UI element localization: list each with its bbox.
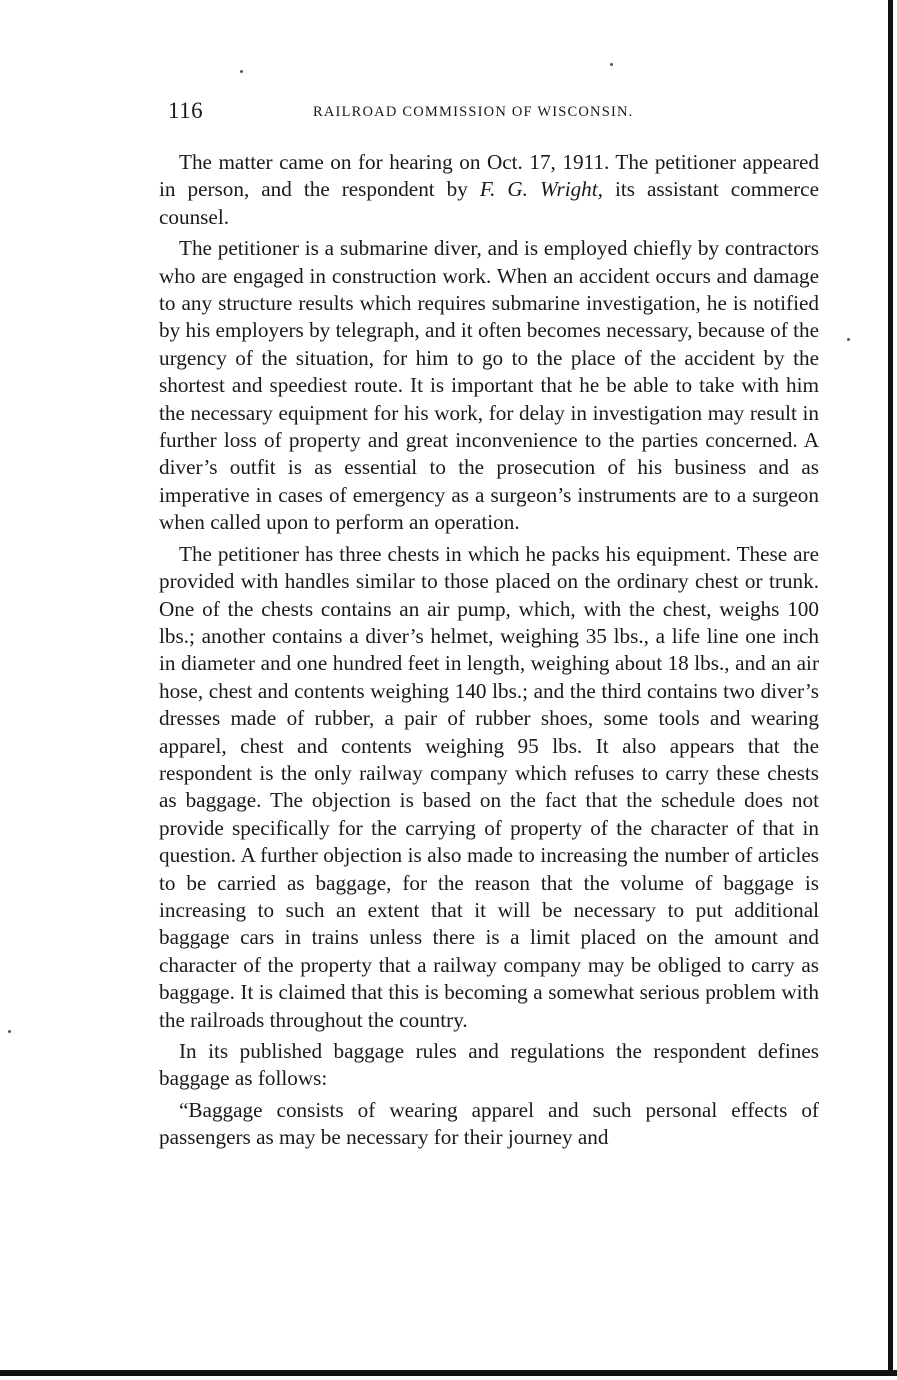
scan-edge-bottom bbox=[0, 1370, 897, 1376]
paragraph-petitioner-diver: The petitioner is a submarine diver, and is employed chiefly by contractors who are engaged in construction work. When an accident occurs and damage to any structure results which requires submarine investigation, he is notified by his employers by telegraph, and it often becomes necessary, because of the urgency of the situation, for him to go to the place of the accident by the shortest and speediest route. It is important that he be able to take with him the necessary equipment for his work, for delay in investigation may result in further loss of property and great inconvenience to the parties concerned. A diver’s outfit is as essential to the prosecution of his business and as imperative in cases of emergency as a surgeon’s instruments are to a surgeon when called upon to perform an operation. bbox=[159, 236, 819, 535]
scan-edge-right bbox=[888, 0, 893, 1376]
scan-speck bbox=[847, 338, 850, 341]
paragraph-hearing-tail: its assistant commerce counsel. bbox=[159, 177, 819, 229]
scan-speck bbox=[610, 63, 613, 66]
running-head: RAILROAD COMMISSION OF WISCONSIN. bbox=[313, 104, 634, 120]
paragraph-hearing bbox=[159, 149, 819, 231]
body-text bbox=[159, 149, 819, 1152]
paragraph-hearing-text: The matter came on for hearing on Oct. 17, 1911. The petitioner appeared in person, and the respondent by bbox=[159, 150, 819, 202]
page-number: 116 bbox=[168, 98, 204, 123]
scan-speck bbox=[240, 70, 243, 73]
counsel-name: F. G. Wright, bbox=[479, 177, 603, 202]
scan-speck bbox=[8, 1030, 11, 1033]
paragraph-chests: The petitioner has three chests in which he packs his equipment. These are provided with handles similar to those placed on the ordinary chest or trunk. One of the chests contains an air pump, which, with the chest, weighs 100 lbs.; another contains a diver’s helmet, weighing 35 lbs., a life line one inch in diameter and one hundred feet in length, weighing about 18 lbs., and an air hose, chest and contents weighing 140 lbs.; and the third contains two diver’s dresses made of rubber, a pair of rubber shoes, some tools and wearing apparel, chest and contents weighing 95 lbs. It also appears that the respondent is the only railway company which refuses to carry these chests as baggage. The objection is based on the fact that the schedule does not provide specifically for the carrying of property of the character of that in question. A further objection is also made to increasing the number of articles to be carried as baggage, for the reason that the volume of baggage is increasing to such an extent that it will be necessary to put additional baggage cars in trains unless there is a limit placed on the amount and character of the property that a railway company may be obliged to carry as baggage. It is claimed that this is becoming a somewhat serious problem with the railroads throughout the country. bbox=[159, 541, 819, 1032]
paragraph-baggage-rules: In its published baggage rules and regulations the respondent defines baggage as follows: bbox=[159, 1039, 819, 1091]
page-header bbox=[168, 98, 818, 130]
paragraph-baggage-definition: “Baggage consists of wearing apparel and such personal effects of passengers as may be necessary for their journey and bbox=[159, 1097, 819, 1150]
